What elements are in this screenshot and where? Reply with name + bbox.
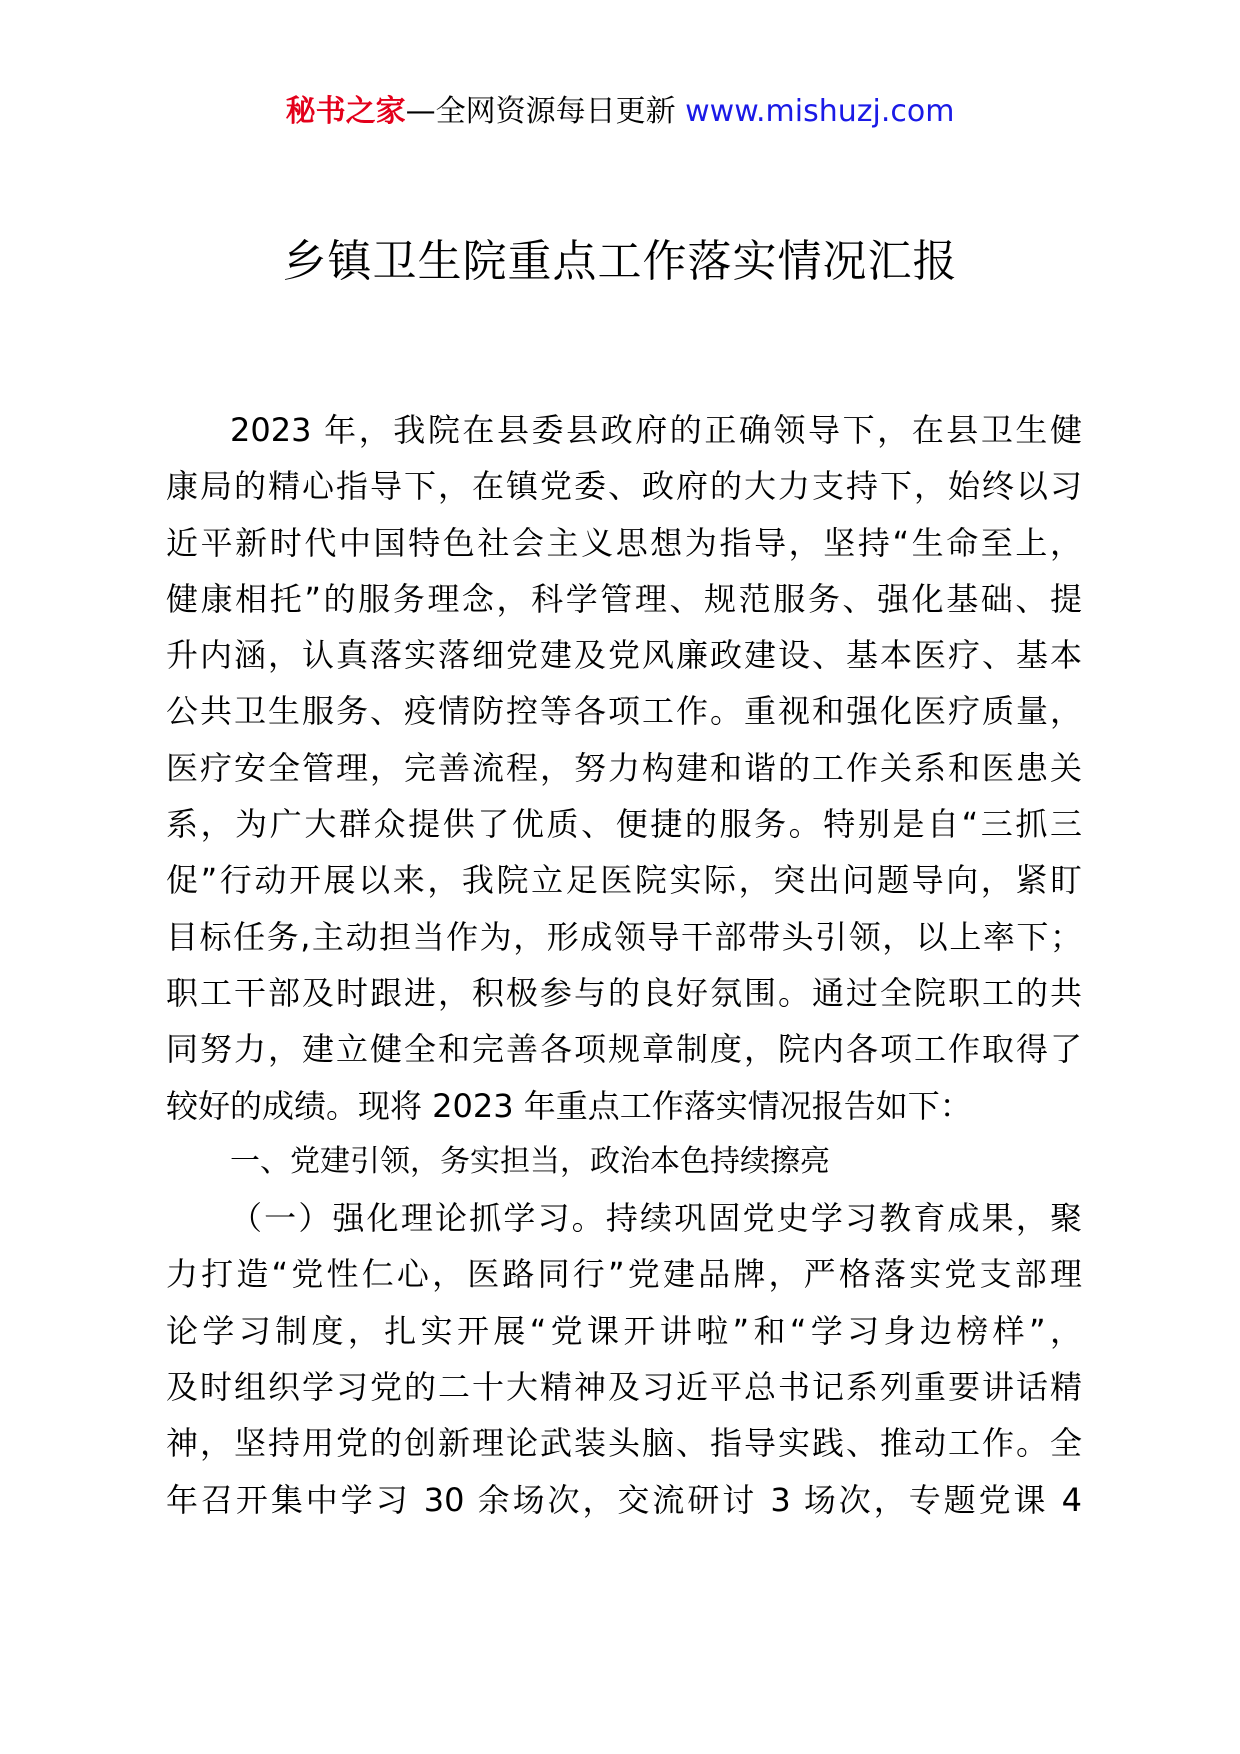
paragraph-line: 及时组织学习党的二十大精神及习近平总书记系列重要讲话精 [166,1368,1082,1407]
paragraph-line: 年召开集中学习 30 余场次，交流研讨 3 场次，专题党课 4 [166,1480,1082,1519]
paragraph-line: 职工干部及时跟进，积极参与的良好氛围。通过全院职工的共 [166,973,1082,1012]
paragraph-line: 系，为广大群众提供了优质、便捷的服务。特别是自“三抓三 [166,805,1082,844]
paragraph-line: 医疗安全管理，完善流程，努力构建和谐的工作关系和医患关 [166,748,1082,787]
paragraph-line: 公共卫生服务、疫情防控等各项工作。重视和强化医疗质量， [166,692,1082,731]
paragraph-line: 近平新时代中国特色社会主义思想为指导，坚持“生命至上， [166,523,1082,562]
paragraph-line: 同努力，建立健全和完善各项规章制度，院内各项工作取得了 [166,1030,1082,1069]
paragraph-line: 康局的精心指导下，在镇党委、政府的大力支持下，始终以习 [166,467,1082,506]
header-tagline: —全网资源每日更新 [405,94,686,129]
document-title: 乡镇卫生院重点工作落实情况汇报 [282,236,958,287]
paragraph-line: 升内涵，认真落实落细党建及党风廉政建设、基本医疗、基本 [166,636,1082,675]
paragraph-line: 力打造“党性仁心，医路同行”党建品牌，严格落实党支部理 [166,1255,1082,1294]
paragraph-line: 健康相托”的服务理念，科学管理、规范服务、强化基础、提 [166,579,1082,618]
paragraph-line: 论学习制度，扎实开展“党课开讲啦”和“学习身边榜样”， [166,1311,1082,1350]
paragraph-line: 较好的成绩。现将 2023 年重点工作落实情况报告如下： [166,1086,972,1125]
paragraph-line: 目标任务,主动担当作为，形成领导干部带头引领，以上率下； [166,917,1082,956]
paragraph-line: 2023 年，我院在县委县政府的正确领导下，在县卫生健 [230,411,1082,449]
document-body [166,402,1082,1526]
site-url-link[interactable]: www.mishuzj.com [685,94,955,129]
paragraph-line: （一）强化理论抓学习。持续巩固党史学习教育成果，聚 [230,1199,1082,1238]
paragraph-line: 促”行动开展以来，我院立足医院实际，突出问题导向，紧盯 [166,861,1082,900]
brand-name: 秘书之家 [285,94,406,129]
section-heading: 一、党建引领，务实担当，政治本色持续擦亮 [230,1143,830,1179]
site-header [0,92,1240,132]
paragraph-line: 神，坚持用党的创新理论武装头脑、指导实践、推动工作。全 [166,1424,1082,1463]
